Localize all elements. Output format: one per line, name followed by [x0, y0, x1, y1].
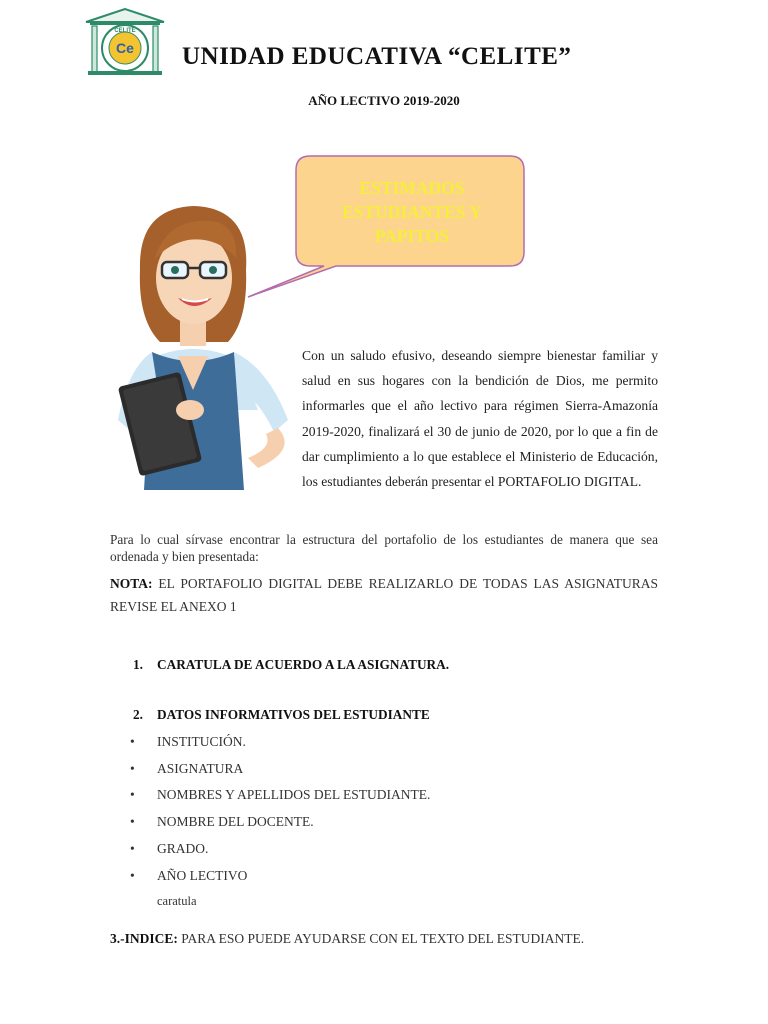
bubble-greeting [300, 176, 524, 248]
section-number: 1. [133, 657, 143, 672]
section-title: DATOS INFORMATIVOS DEL ESTUDIANTE [157, 707, 430, 722]
intro-paragraph: Con un saludo efusivo, deseando siempre bienestar familiar y salud en sus hogares con la bendición de Dios, me permito informarles que el año lectivo para régimen Sierra-Amazonía 2019-2020, finalizará el 30 de junio de 2020, por lo que a fin de dar cumplimiento a lo que establece el Ministerio de Educación, los estudiantes deberán presentar el PORTAFOLIO DIGITAL. [302, 348, 658, 490]
list-item: • ASIGNATURA [130, 761, 244, 776]
school-year: AÑO LECTIVO 2019-2020 [308, 93, 460, 108]
section-number: 2. [133, 707, 143, 722]
section-3-paragraph [110, 926, 658, 952]
list-item: • AÑO LECTIVO [130, 868, 248, 883]
bubble-line: PAPITOS [374, 226, 450, 246]
svg-text:CELITE: CELITE [114, 28, 136, 34]
structure-paragraph: Para lo cual sírvase encontrar la estructura del portafolio de los estudiantes de manera que sea ordenada y bien presentada: [110, 532, 658, 564]
section-title: CARATULA DE ACUERDO A LA ASIGNATURA. [157, 657, 450, 672]
bullet: • [130, 814, 135, 829]
page-title: UNIDAD EDUCATIVA “CELITE” [182, 43, 572, 70]
note-paragraph [110, 572, 658, 618]
list-item: • INSTITUCIÓN. [130, 734, 246, 749]
bubble-line: ESTUDIANTES Y [342, 202, 482, 222]
section-3-text: PARA ESO PUEDE AYUDARSE CON EL TEXTO DEL ESTUDIANTE. [177, 931, 585, 946]
bullet: • [130, 868, 135, 883]
list-item: • NOMBRES Y APELLIDOS DEL ESTUDIANTE. [130, 787, 431, 802]
caratula-note: caratula [157, 894, 197, 908]
bullet: • [130, 761, 135, 776]
svg-text:Ce: Ce [116, 40, 134, 56]
teacher-illustration [108, 200, 304, 490]
list-item: • NOMBRE DEL DOCENTE. [130, 814, 314, 829]
section-2-heading [133, 707, 430, 723]
note-label: NOTA: [110, 576, 153, 591]
bullet: • [130, 787, 135, 802]
bullet: • [130, 841, 135, 856]
section-3-label: 3.-INDICE: [110, 931, 178, 946]
bullet: • [130, 734, 135, 749]
list-item: • GRADO. [130, 841, 209, 856]
section-1-heading [133, 657, 449, 673]
note-text: EL PORTAFOLIO DIGITAL DEBE REALIZARLO DE TODAS LAS ASIGNATURAS REVISE EL ANEXO 1 [110, 576, 658, 614]
school-logo [84, 8, 166, 76]
bubble-line: ESTIMADOS [359, 178, 465, 198]
